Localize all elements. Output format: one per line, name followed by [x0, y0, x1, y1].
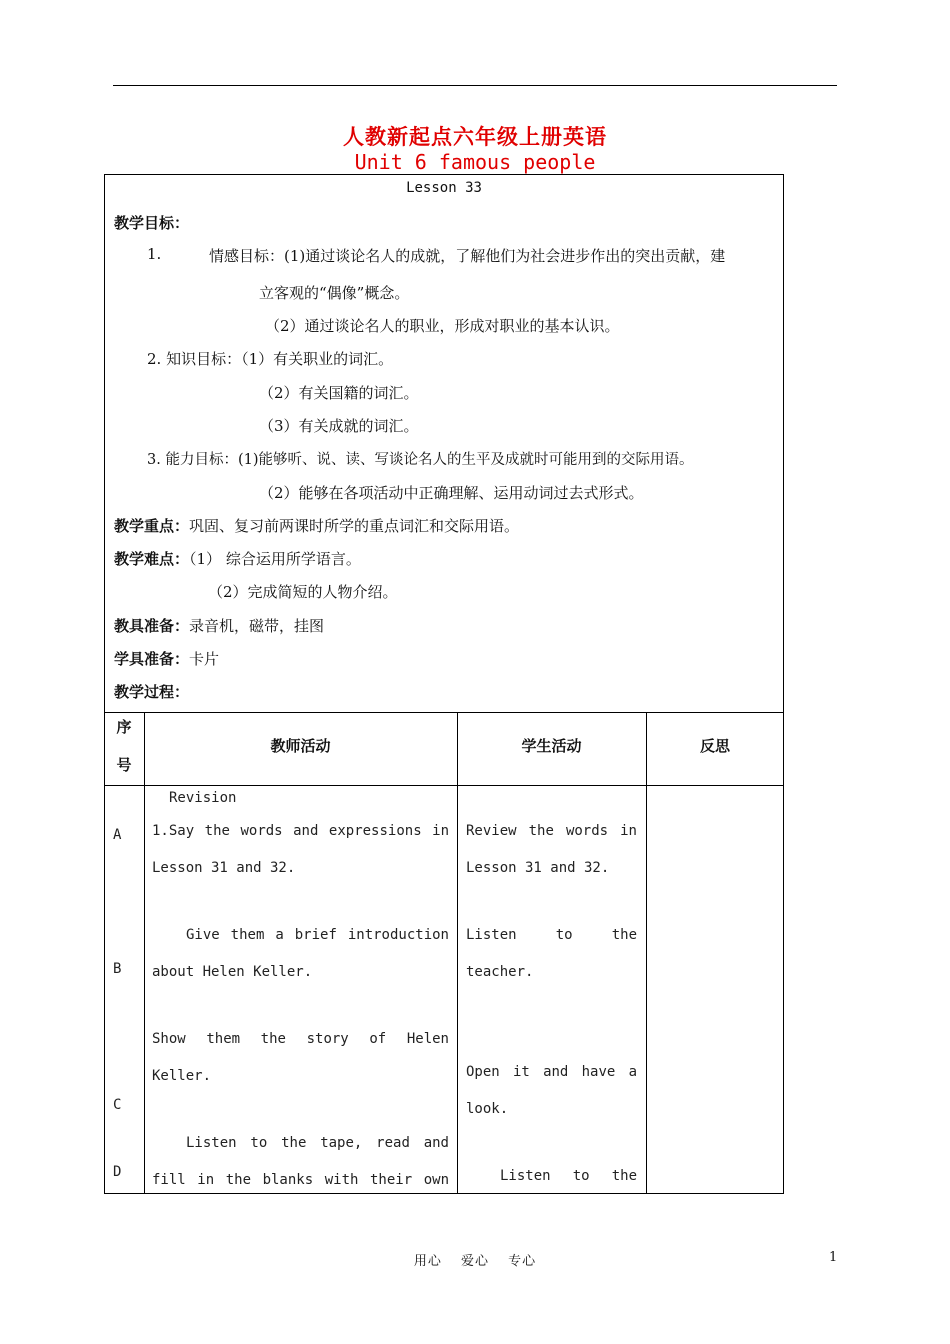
goal-1-line-3: （2）通过谈论名人的职业，形成对职业的基本认识。 — [265, 317, 620, 335]
key-points-label: 教学重点： — [114, 517, 190, 535]
table-top-border — [104, 712, 784, 713]
goal-1-line-1: 情感目标：(1)通过谈论名人的成就，了解他们为社会进步作出的突出贡献，建 — [209, 247, 726, 265]
goal-3-line-2: （2）能够在各项活动中正确理解、运用动词过去式形式。 — [259, 484, 644, 502]
student-line-2: Lesson 31 and 32. — [466, 860, 610, 876]
difficulties-text-2: （2）完成简短的人物介绍。 — [208, 583, 398, 601]
header-seq-1: 序 — [116, 718, 132, 736]
lesson-label: Lesson 33 — [406, 180, 482, 196]
teacher-line-8: Listen to the tape, read and — [186, 1135, 449, 1151]
teacher-line-1: Revision — [169, 790, 237, 806]
goal-2-line-2: （2）有关国籍的词汇。 — [259, 384, 419, 402]
goal-2-line-3: （3）有关成就的词汇。 — [259, 417, 419, 435]
page-number: 1 — [829, 1250, 838, 1265]
student-line-1: Review the words in — [466, 823, 637, 839]
student-line-4: teacher. — [466, 964, 534, 980]
teacher-line-5: about Helen Keller. — [152, 964, 313, 980]
difficulties — [114, 548, 361, 569]
student-tools — [114, 648, 219, 669]
header-teacher-activity: 教师活动 — [270, 737, 331, 755]
goal-3-line-1: 3. 能力目标：(1)能够听、说、读、写谈论名人的生平及成就时可能用到的交际用语。 — [147, 452, 694, 468]
key-points — [114, 515, 519, 536]
teacher-line-2: 1.Say the words and expressions in — [152, 823, 449, 839]
student-line-7: Listen to the — [500, 1168, 637, 1184]
teacher-tools-label: 教具准备： — [114, 617, 190, 635]
goal-1-line-2: 立客观的“偶像”概念。 — [259, 284, 410, 302]
column-divider-1 — [144, 712, 145, 1194]
process-label: 教学过程： — [114, 683, 190, 701]
difficulties-label: 教学难点： — [114, 550, 190, 568]
page-footer: 用心 爱心 专心 — [413, 1254, 537, 1269]
student-line-5: Open it and have a — [466, 1064, 637, 1080]
column-divider-3 — [646, 712, 647, 1194]
goal-2-line-1: 2. 知识目标：（1）有关职业的词汇。 — [147, 350, 394, 368]
table-header-border — [104, 785, 784, 786]
student-line-3: Listen to the — [466, 927, 637, 943]
header-seq-2: 号 — [116, 756, 132, 774]
student-tools-label: 学具准备： — [114, 650, 190, 668]
teacher-line-4: Give them a brief introduction — [186, 927, 449, 943]
header-student-activity: 学生活动 — [521, 737, 582, 755]
row-label-a: A — [113, 827, 122, 843]
teacher-tools — [114, 615, 324, 636]
teacher-line-9: fill in the blanks with their own — [152, 1172, 449, 1188]
row-label-b: B — [113, 961, 122, 977]
student-line-6: look. — [466, 1101, 509, 1117]
key-points-text: 巩固、复习前两课时所学的重点词汇和交际用语。 — [189, 517, 520, 535]
teacher-line-7: Keller. — [152, 1068, 212, 1084]
student-tools-text: 卡片 — [189, 650, 220, 668]
unit-title: Unit 6 famous people — [354, 150, 596, 174]
difficulties-text-1: （1） 综合运用所学语言。 — [189, 550, 361, 568]
header-rule — [113, 85, 837, 86]
goal-1-number: 1. — [147, 245, 162, 263]
header-reflection: 反思 — [699, 737, 730, 755]
row-label-c: C — [113, 1097, 122, 1113]
goals-label: 教学目标： — [114, 214, 190, 232]
teacher-line-6: Show them the story of Helen — [152, 1031, 449, 1047]
column-divider-2 — [457, 712, 458, 1194]
row-label-d: D — [113, 1164, 122, 1180]
teacher-line-3: Lesson 31 and 32. — [152, 860, 296, 876]
teacher-tools-text: 录音机，磁带，挂图 — [189, 617, 325, 635]
document-title: 人教新起点六年级上册英语 — [343, 125, 607, 149]
